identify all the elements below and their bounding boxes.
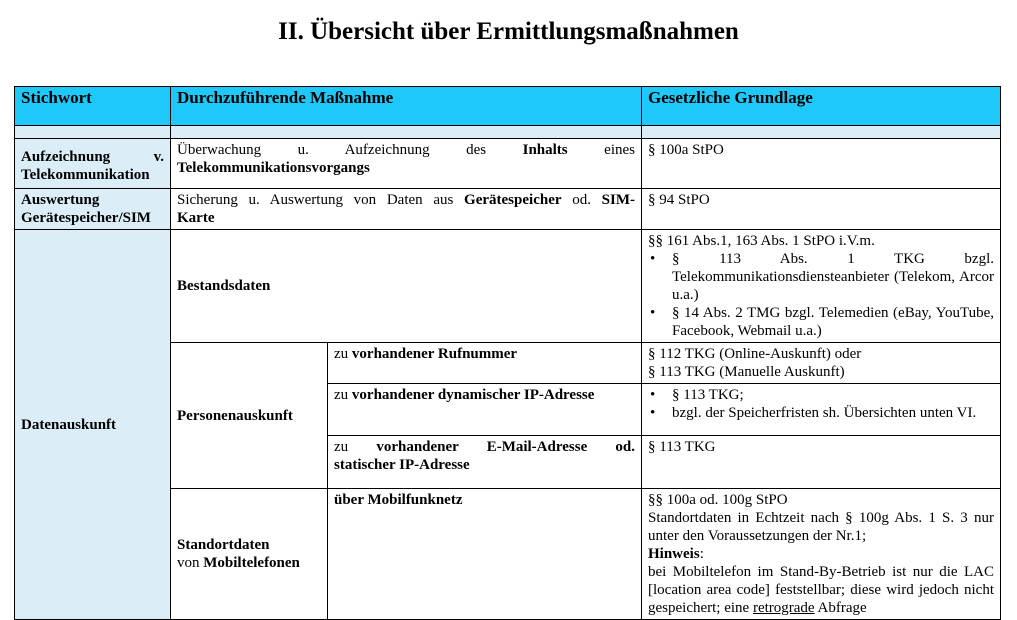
- measure-ip-adresse: zu vorhandener dynamischer IP-Adresse: [328, 384, 642, 436]
- table-row: [15, 139, 1001, 189]
- measure-telekommunikation: Überwachung u. Aufzeichnung des Inhalts eines Telekommunikationsvorgangs: [171, 139, 642, 189]
- list-item: • § 113 TKG;: [672, 386, 994, 404]
- table-row: [15, 189, 1001, 230]
- header-measure: Durchzuführende Maßnahme: [171, 87, 642, 126]
- table-header-row: [15, 87, 1001, 126]
- table-row: [15, 230, 1001, 343]
- basis-rufnummer: § 112 TKG (Online-Auskunft) oder § 113 TKG (Manuelle Auskunft): [642, 343, 1001, 384]
- list-item: • § 14 Abs. 2 TMG bzgl. Telemedien (eBay, YouTube, Facebook, Webmail u.a.): [672, 304, 994, 340]
- measure-email-adresse: zu vorhandener E-Mail-Adresse od. statischer IP-Adresse: [328, 436, 642, 489]
- basis-ip-adresse: [642, 384, 1001, 436]
- label-bestandsdaten: Bestandsdaten: [171, 230, 642, 343]
- measures-table: [14, 86, 1001, 620]
- header-keyword: Stichwort: [15, 87, 171, 126]
- list-item: • § 113 Abs. 1 TKG bzgl. Telekommunikationsdiensteanbieter (Telekom, Arcor u.a.): [672, 250, 994, 304]
- measure-mobilfunknetz: über Mobilfunknetz: [328, 489, 642, 620]
- keyword-geraetespeicher: Auswertung Gerätespeicher/SIM: [15, 189, 171, 230]
- keyword-datenauskunft: Datenauskunft: [15, 230, 171, 620]
- page-title: II. Übersicht über Ermittlungsmaßnahmen: [278, 18, 739, 45]
- basis-email-adresse: § 113 TKG: [642, 436, 1001, 489]
- spacer-row: [15, 126, 1001, 139]
- basis-bestandsdaten: §§ 161 Abs.1, 163 Abs. 1 StPO i.V.m. • § 113 Abs. 1 TKG bzgl. Telekommunikationsdiensteanbieter (Telekom, Arcor u.a.) • § 14 Abs. 2 TMG bzgl. Telemedien (eBay, YouTube, Facebook, Webmail u.a.): [642, 230, 1001, 343]
- keyword-telekommunikation: Aufzeichnung v. Telekommunikation: [15, 139, 171, 189]
- label-standortdaten: Standortdaten von Mobiltelefonen: [171, 489, 328, 620]
- measure-geraetespeicher: Sicherung u. Auswertung von Daten aus Gerätespeicher od. SIM- Karte: [171, 189, 642, 230]
- basis-bestandsdaten-list: [648, 250, 994, 340]
- basis-ip-list: [648, 386, 994, 422]
- measure-rufnummer: zu vorhandener Rufnummer: [328, 343, 642, 384]
- list-item: • bzgl. der Speicherfristen sh. Übersichten unten VI.: [672, 404, 994, 422]
- basis-standortdaten: §§ 100a od. 100g StPO Standortdaten in Echtzeit nach § 100g Abs. 1 S. 3 nur unter den Voraussetzungen der Nr.1; Hinweis: bei Mobiltelefon im Stand-By-Betrieb ist nur die LAC [location area code] feststellbar; diese wird jedoch nicht gespeichert; eine retrograde Abfrage: [642, 489, 1001, 620]
- label-personenauskunft: Personenauskunft: [171, 343, 328, 489]
- basis-telekommunikation: § 100a StPO: [642, 139, 1001, 189]
- header-legal-basis: Gesetzliche Grundlage: [642, 87, 1001, 126]
- basis-geraetespeicher: § 94 StPO: [642, 189, 1001, 230]
